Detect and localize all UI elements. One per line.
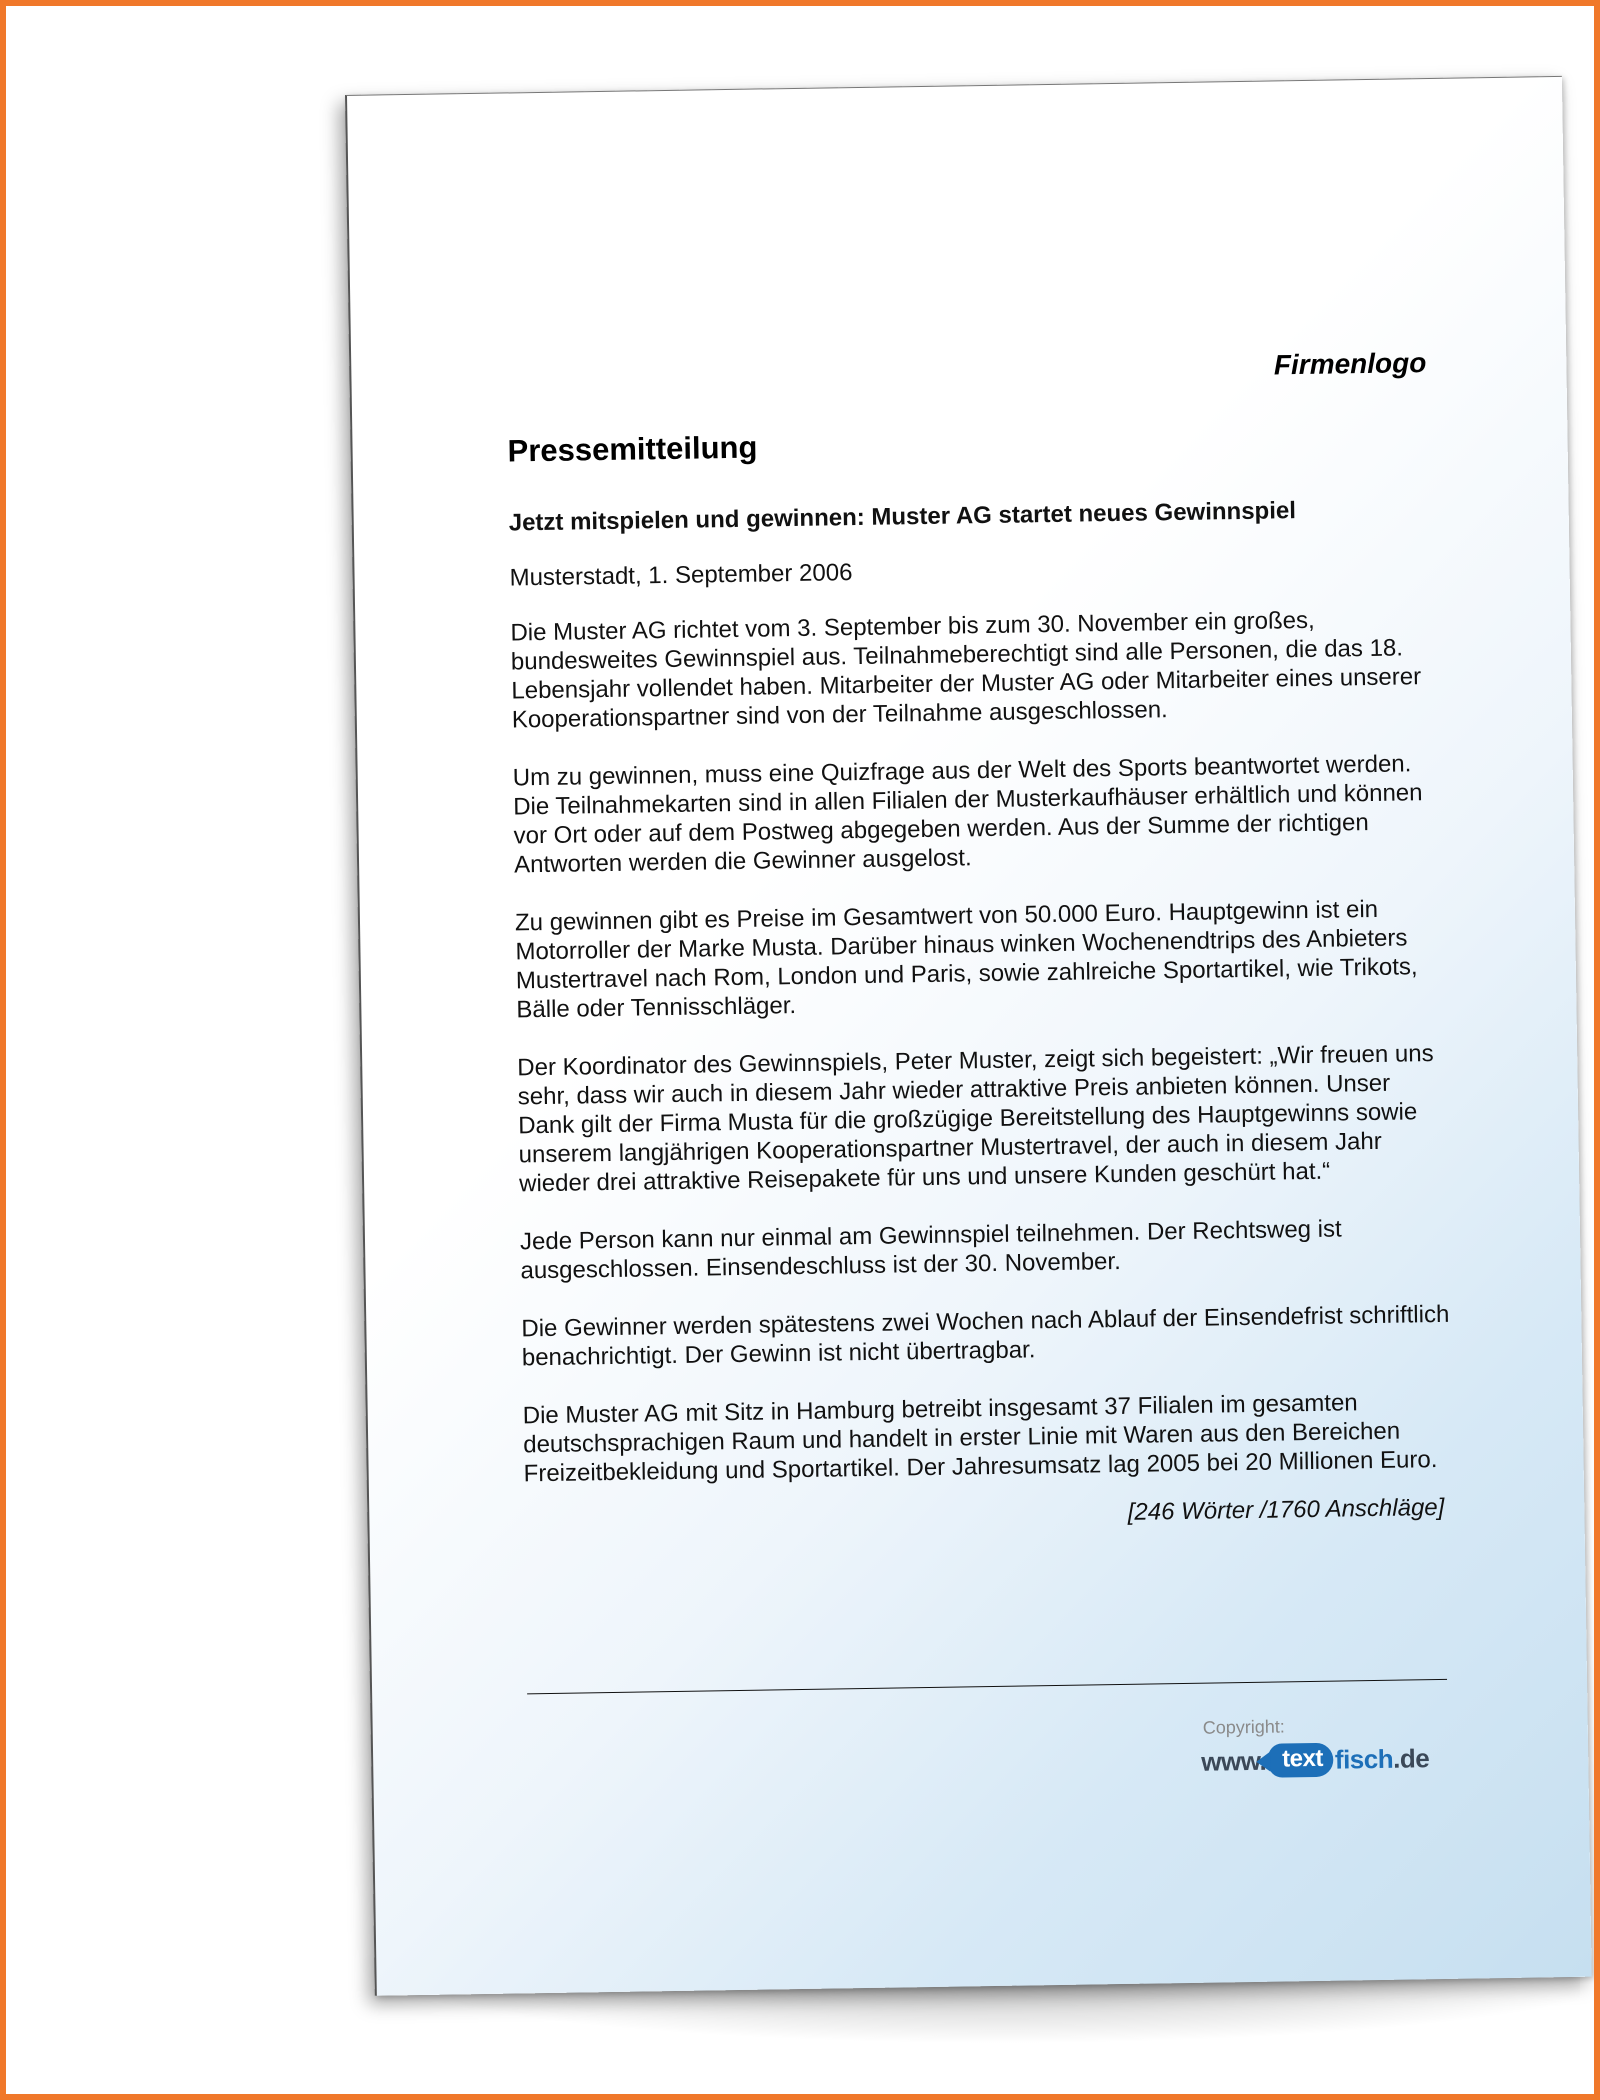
- word-count: [246 Wörter /1760 Anschläge]: [1127, 1493, 1445, 1526]
- press-headline: Jetzt mitspielen und gewinnen: Muster AG startet neues Gewinnspiel: [508, 497, 1297, 537]
- paragraph: Die Gewinner werden spätestens zwei Wochen nach Ablauf der Einsendefrist schriftlich benachrichtigt. Der Gewinn ist nicht übertragbar.: [521, 1300, 1450, 1372]
- brand-prefix: www.: [1201, 1745, 1267, 1777]
- company-logo-placeholder: Firmenlogo: [1273, 347, 1427, 381]
- brand-suffix: .de: [1392, 1742, 1430, 1774]
- document-page: [345, 76, 1592, 1996]
- footer-divider: [527, 1679, 1447, 1694]
- brand-mid: fisch: [1334, 1743, 1394, 1775]
- copyright-label: Copyright:: [1202, 1716, 1285, 1738]
- paragraph: Die Muster AG richtet vom 3. September bis zum 30. November ein großes, bundesweites Gewinnspiel aus. Teilnahmeberechtigt sind alle Personen, die das 18. Lebensjahr vollendet haben. Mitarbeiter der Muster AG oder Mitarbeiter eines unserer Kooperationspartner sind von der Teilnahme ausgeschlossen.: [510, 606, 1422, 734]
- paragraph: Der Koordinator des Gewinnspiels, Peter Muster, zeigt sich begeistert: „Wir freuen uns sehr, dass wir auch in diesem Jahr wieder attraktive Preis anbieten können. Unser Dank gilt der Firma Musta für die großzügige Bereitstellung des Hauptgewinns sowie unserem langjährigen Kooperationspartner Mustertravel, der auch in diesem Jahr wieder drei attraktive Reisepakete für uns und unsere Kunden geschürt hat.“: [517, 1040, 1434, 1198]
- dateline: Musterstadt, 1. September 2006: [509, 559, 853, 592]
- brand-logo: [1201, 1741, 1429, 1779]
- paragraph: Die Muster AG mit Sitz in Hamburg betreibt insgesamt 37 Filialen im gesamten deutschsprachigen Raum und handelt in erster Linie mit Waren aus den Bereichen Freizeitbekleidung und Sportartikel. Der Jahresumsatz lag 2005 bei 20 Millionen Euro.: [522, 1389, 1438, 1488]
- fish-icon: text: [1268, 1743, 1333, 1778]
- paragraph: Um zu gewinnen, muss eine Quizfrage aus der Welt des Sports beantwortet werden. Die Teilnahmekarten sind in allen Filialen der Musterkaufhäuser erhältlich und können vor Ort oder auf dem Postweg abgegeben werden. Aus der Summe der richtigen Antworten werden die Gewinner ausgelost.: [512, 750, 1423, 879]
- document-title: Pressemitteilung: [507, 429, 758, 469]
- paragraph: Zu gewinnen gibt es Preise im Gesamtwert von 50.000 Euro. Hauptgewinn ist ein Motorroller der Marke Musta. Darüber hinaus winken Wochenendtrips des Anbieters Mustertravel nach Rom, London und Paris, sowie zahlreiche Sportartikel, wie Trikots, Bälle oder Tennisschläger.: [514, 895, 1418, 1024]
- document-body: [509, 494, 1455, 1536]
- paragraph: Jede Person kann nur einmal am Gewinnspiel teilnehmen. Der Rechtsweg ist ausgeschlossen. Einsendeschluss ist der 30. November.: [519, 1215, 1342, 1285]
